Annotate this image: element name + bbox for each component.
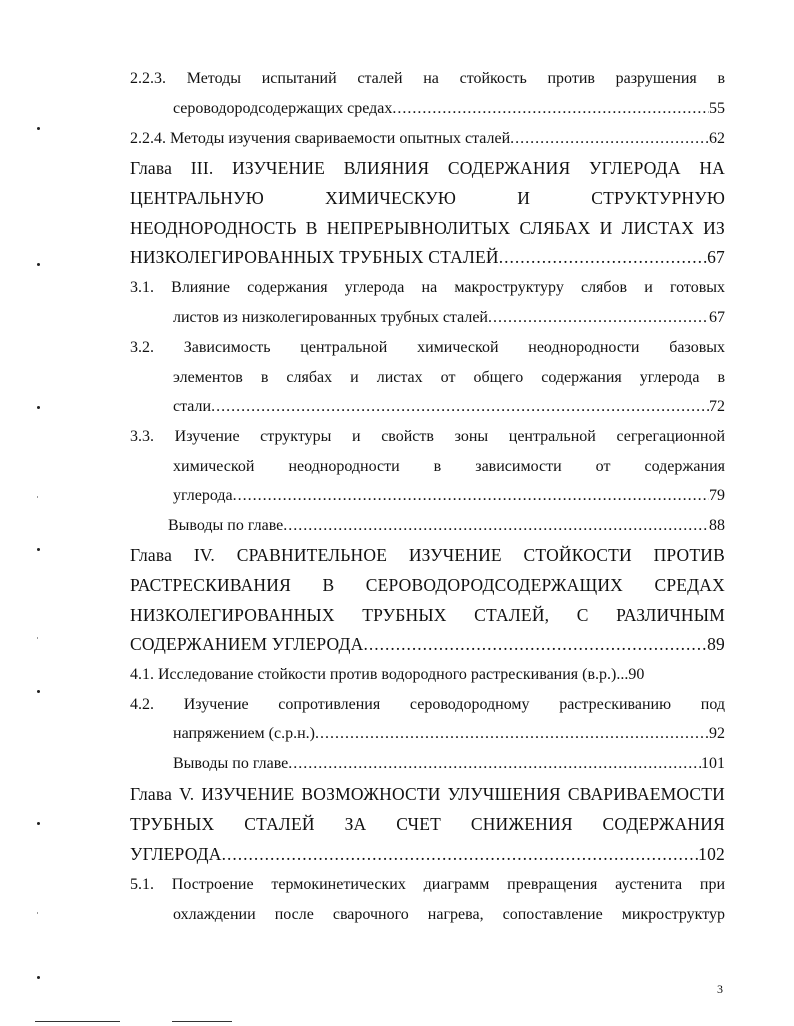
- toc-leader: [392, 99, 709, 119]
- toc-entry-text: СОДЕРЖАНИЕМ УГЛЕРОДА: [130, 634, 364, 654]
- toc-page-number: 92: [709, 725, 725, 742]
- toc-page-number: 101: [701, 755, 725, 772]
- toc-line-2-2-3: 2.2.3. Методы испытаний сталей на стойкость против разрушения в: [130, 70, 725, 87]
- toc-chapter-5-title-cont: ТРУБНЫХ СТАЛЕЙ ЗА СЧЕТ СНИЖЕНИЯ СОДЕРЖАНИЯ: [130, 814, 725, 834]
- toc-leader: [233, 486, 709, 506]
- toc-entry-text: 2.2.4. Методы изучения свариваемости опытных сталей: [130, 130, 511, 147]
- toc-page-number: 67: [707, 247, 725, 267]
- bottom-edge-rule: [172, 1021, 232, 1022]
- toc-chapter-4-title-cont: НИЗКОЛЕГИРОВАННЫХ ТРУБНЫХ СТАЛЕЙ, С РАЗЛИЧНЫМ: [130, 605, 725, 625]
- toc-line-4-1: 4.1. Исследование стойкости против водородного растрескивания (в.р.)...90: [130, 666, 645, 683]
- toc-line-3-1: 3.1. Влияние содержания углерода на макроструктуру слябов и готовых: [130, 279, 725, 296]
- toc-leader: [288, 754, 701, 774]
- bottom-edge-rule: [35, 1021, 120, 1022]
- toc-entry-text: напряжением (с.р.н.): [173, 725, 315, 742]
- toc-chapter-3-title-end: [130, 247, 725, 267]
- toc-entry-text: стали: [173, 398, 212, 415]
- toc-chapter-3-title-cont: НЕОДНОРОДНОСТЬ В НЕПРЕРЫВНОЛИТЫХ СЛЯБАХ И ЛИСТАХ ИЗ: [130, 218, 725, 238]
- toc-line-4-2-cont: [173, 724, 725, 744]
- toc-chapter-5-title-end: [130, 844, 725, 864]
- toc-line-2-2-3-cont: [173, 99, 725, 119]
- toc-line-3-1-cont: [173, 308, 725, 328]
- scan-speck: [37, 127, 40, 130]
- toc-entry-text: Выводы по главе: [168, 517, 284, 534]
- toc-entry-text: Выводы по главе: [173, 755, 289, 772]
- toc-line-3-2-cont: элементов в слябах и листах от общего содержания углерода в: [173, 369, 725, 386]
- toc-leader: [283, 516, 709, 536]
- scan-speck: [37, 822, 40, 825]
- toc-entry-text: листов из низколегированных трубных сталей: [173, 309, 488, 326]
- toc-page-number: 72: [709, 398, 725, 415]
- toc-leader: [510, 129, 709, 149]
- toc-leader: [488, 308, 709, 328]
- scan-speck: [37, 548, 40, 551]
- toc-line-3-2: 3.2. Зависимость центральной химической неоднородности базовых: [130, 339, 725, 356]
- toc-chapter-4-title: Глава IV. СРАВНИТЕЛЬНОЕ ИЗУЧЕНИЕ СТОЙКОСТИ ПРОТИВ: [130, 545, 725, 565]
- toc-page-number: 79: [709, 487, 725, 504]
- toc-entry-text: УГЛЕРОДА: [130, 844, 222, 864]
- toc-line-4-2: 4.2. Изучение сопротивления сероводородному растрескиванию под: [130, 696, 725, 713]
- scan-speck: [37, 690, 40, 693]
- scan-speck: [37, 637, 38, 639]
- toc-line-3-2-end: [173, 397, 725, 417]
- toc-page-number: 102: [698, 844, 725, 864]
- scan-speck: [37, 496, 38, 498]
- scan-speck: [37, 976, 40, 979]
- toc-page-number: 67: [709, 309, 725, 326]
- toc-line-3-3-cont: химической неоднородности в зависимости от содержания: [173, 458, 725, 475]
- toc-chapter-5-title: Глава V. ИЗУЧЕНИЕ ВОЗМОЖНОСТИ УЛУЧШЕНИЯ СВАРИВАЕМОСТИ: [130, 784, 725, 804]
- toc-entry-text: углерода: [173, 487, 233, 504]
- scan-speck: [37, 263, 40, 266]
- toc-page-number: 62: [709, 130, 725, 147]
- toc-page-number: 55: [709, 100, 725, 117]
- toc-page-number: 88: [709, 517, 725, 534]
- toc-leader: [499, 247, 707, 267]
- toc-page-number: 89: [707, 634, 725, 654]
- toc-chapter-3-title-cont: ЦЕНТРАЛЬНУЮ ХИМИЧЕСКУЮ И СТРУКТУРНУЮ: [130, 188, 725, 208]
- toc-leader: [211, 397, 709, 417]
- page-number: 3: [717, 982, 723, 996]
- scan-speck: [37, 912, 38, 914]
- toc-line-3-3-end: [173, 486, 725, 506]
- toc-line-chapter-4-conclusions: [173, 754, 725, 774]
- toc-entry-text: НИЗКОЛЕГИРОВАННЫХ ТРУБНЫХ СТАЛЕЙ: [130, 247, 499, 267]
- toc-entry-text: сероводородсодержащих средах: [173, 100, 393, 117]
- toc-leader: [222, 844, 699, 864]
- toc-chapter-4-title-cont: РАСТРЕСКИВАНИЯ В СЕРОВОДОРОДСОДЕРЖАЩИХ СРЕДАХ: [130, 575, 725, 595]
- toc-line-5-1-cont: охлаждении после сварочного нагрева, сопоставление микроструктур: [173, 906, 725, 923]
- toc-line-2-2-4: [130, 129, 725, 149]
- scan-speck: [37, 406, 40, 409]
- toc-chapter-3-title: Глава III. ИЗУЧЕНИЕ ВЛИЯНИЯ СОДЕРЖАНИЯ УГЛЕРОДА НА: [130, 158, 725, 178]
- toc-leader: [315, 724, 709, 744]
- toc-chapter-4-title-end: [130, 634, 725, 654]
- toc-leader: [363, 634, 707, 654]
- toc-line-3-3: 3.3. Изучение структуры и свойств зоны центральной сегрегационной: [130, 428, 725, 445]
- toc-line-5-1: 5.1. Построение термокинетических диаграмм превращения аустенита при: [130, 876, 725, 893]
- toc-line-chapter-3-conclusions: [168, 516, 725, 536]
